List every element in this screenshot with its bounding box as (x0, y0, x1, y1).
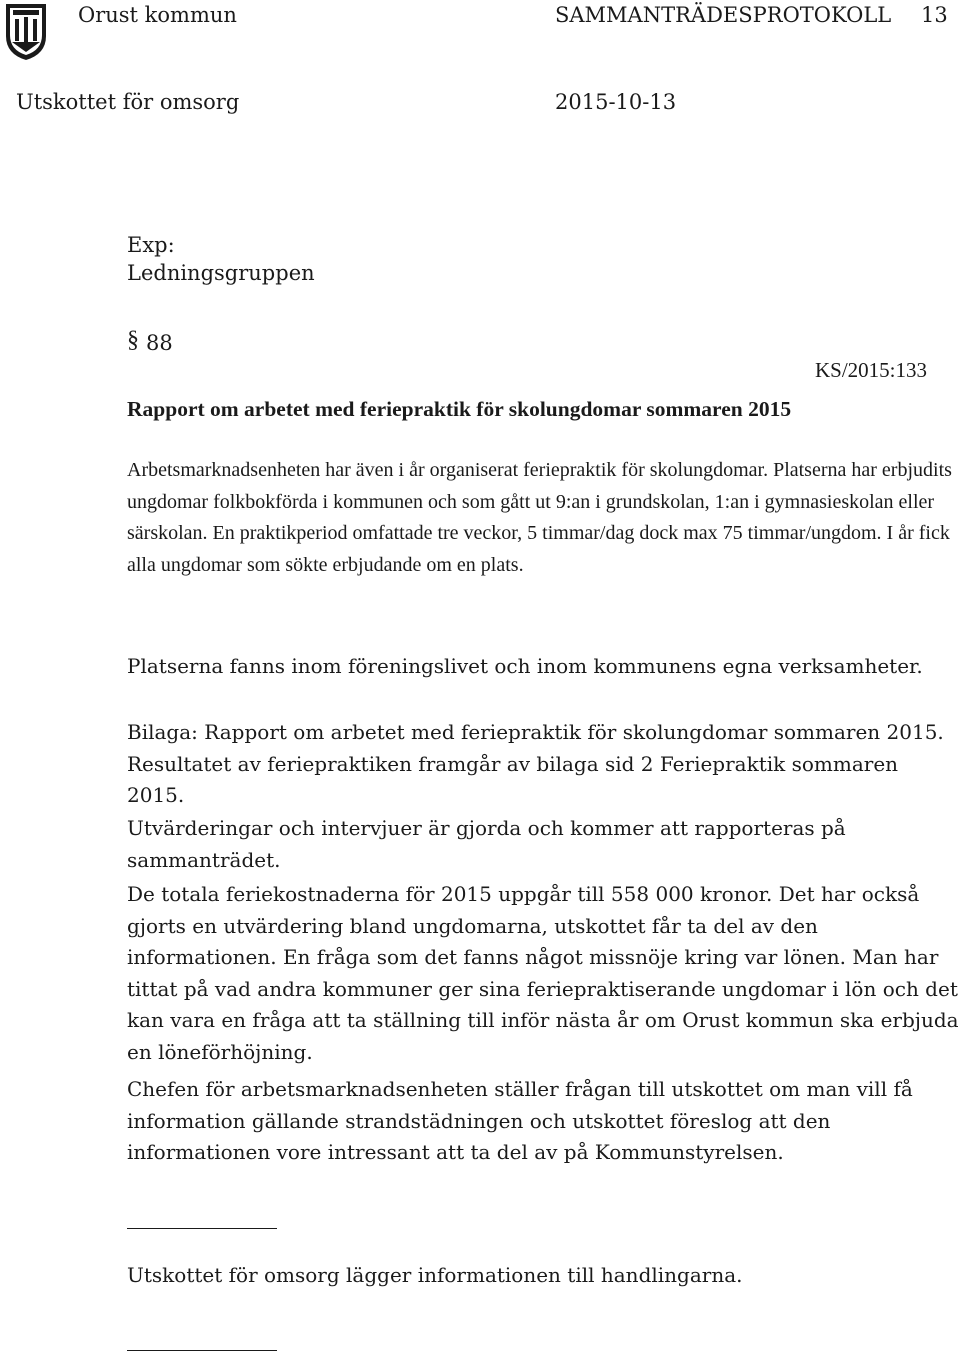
decision-text: Utskottet för omsorg lägger informationen till handlingarna. (127, 1263, 743, 1287)
paragraph-attachment: Bilaga: Rapport om arbetet med feriepraktik för skolungdomar sommaren 2015. Resultatet av feriepraktiken framgår av bilaga sid 2 Feriepraktik sommaren 2015. (127, 720, 944, 807)
paragraph-costs: De totala feriekostnaderna för 2015 uppgår till 558 000 kronor. Det har också gjorts en utvärdering bland ungdomarna, utskottet får ta del av den informationen. En fråga som det fanns något missnöje kring var lönen. Man har tittat på vad andra kommuner ger sina feriepraktiserande ungdomar i lön och det kan vara en fråga att ta ställning till inför nästa år om Orust kommun ska erbjuda en löneförhöjning. (127, 882, 959, 1064)
header-committee: Utskottet för omsorg (16, 90, 240, 114)
paragraph-request: Chefen för arbetsmarknadsenheten ställer frågan till utskottet om man vill få information gällande strandstädningen och utskottet föreslog att den informationen vore intressant att ta del av på Kommunstyrelsen. (127, 1077, 913, 1164)
header-date: 2015-10-13 (555, 90, 677, 114)
divider-line (127, 1350, 277, 1351)
header-document-type: SAMMANTRÄDESPROTOKOLL (555, 3, 892, 27)
section-sign-icon: § (127, 327, 139, 353)
header-municipality: Orust kommun (78, 3, 237, 27)
header-page-number: 13 (921, 3, 948, 27)
matter-title: Rapport om arbetet med feriepraktik för skolungdomar sommaren 2015 (127, 397, 792, 421)
exp-recipient: Ledningsgruppen (127, 261, 315, 285)
section-number: 88 (146, 331, 173, 355)
exp-label: Exp: (127, 233, 175, 257)
case-number: KS/2015:133 (815, 358, 928, 382)
municipal-coat-of-arms-icon (4, 2, 48, 62)
divider-line (127, 1228, 277, 1229)
paragraph-background: Arbetsmarknadsenheten har även i år organiserat feriepraktik för skolungdomar. Platserna har erbjudits ungdomar folkbokförda i kommunen och som gått ut 9:an i grundskolan, 1:an i gymnasieskolan eller särskolan. En praktikperiod omfattade tre veckor, 5 timmar/dag dock max 75 timmar/ungdom. I år fick alla ungdomar som sökte erbjudande om en plats. (127, 459, 952, 576)
paragraph-evaluations: Utvärderingar och intervjuer är gjorda och kommer att rapporteras på sammanträdet. (127, 816, 846, 872)
paragraph-placements: Platserna fanns inom föreningslivet och inom kommunens egna verksamheter. (127, 654, 923, 678)
